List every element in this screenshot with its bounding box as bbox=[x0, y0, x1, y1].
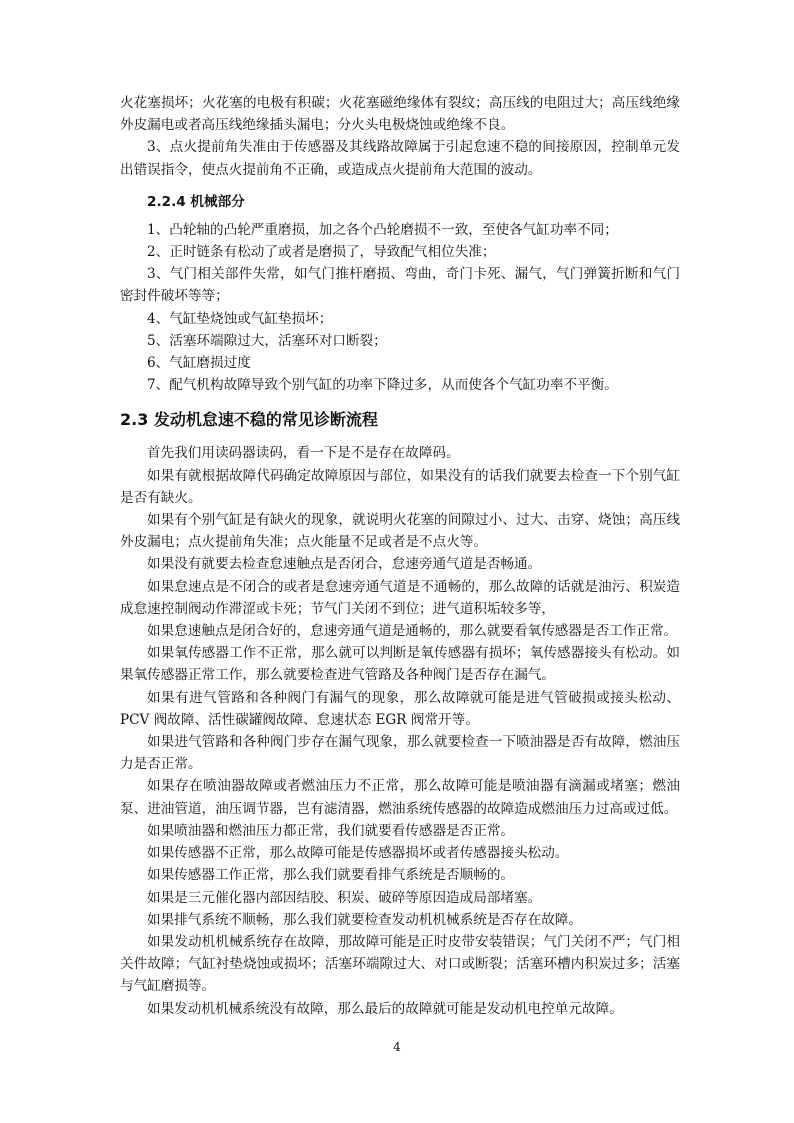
list-item: 1、凸轮轴的凸轮严重磨损，加之各个凸轮磨损不一致，至使各气缸功率不同； bbox=[147, 221, 618, 238]
body-paragraph: 如果氧传感器工作不正常，那么就可以判断是氧传感器有损坏；氧传感器接头有松动。如果氧传感器正常工作，那么就要检查进气管路及各种阀门是否存在漏气。 bbox=[120, 645, 680, 684]
body-paragraph: 如果没有就要去检查怠速触点是否闭合，怠速旁通气道是否畅通。 bbox=[147, 556, 542, 573]
body-paragraph: 如果发动机机械系统存在故障，那故障可能是正时皮带安装错误；气门关闭不严；气门相关件故障；气缸衬垫烧蚀或损坏；活塞环端隙过大、对口或断裂；活塞环槽内积炭过多；活塞与气缸磨损等。 bbox=[120, 933, 680, 995]
subsection-heading: 2.2.4 机械部分 bbox=[147, 193, 245, 210]
body-paragraph: 如果发动机机械系统没有故障，那么最后的故障就可能是发动机电控单元故障。 bbox=[147, 1000, 623, 1017]
body-paragraph: 如果进气管路和各种阀门步存在漏气现象，那么就要检查一下喷油器是否有故障，燃油压力是否正常。 bbox=[120, 734, 680, 773]
body-paragraph: 如果怠速触点是闭合好的，怠速旁通气道是通畅的，那么就要看氧传感器是否工作正常。 bbox=[147, 623, 678, 640]
body-paragraph: 火花塞损坏；火花塞的电极有积碳；火花塞磁绝缘体有裂纹；高压线的电阻过大；高压线绝缘外皮漏电或者高压线绝缘插头漏电；分火头电极烧蚀或绝缘不良。 bbox=[120, 95, 680, 134]
body-paragraph: 如果传感器工作正常，那么我们就要看排气系统是否顺畅的。 bbox=[147, 867, 515, 884]
list-item: 5、活塞环端隙过大，活塞环对口断裂； bbox=[147, 332, 387, 349]
list-item: 4、气缸垫烧蚀或气缸垫损坏； bbox=[147, 310, 333, 327]
list-item: 3、气门相关部件失常，如气门推杆磨损、弯曲，奇门卡死、漏气，气门弹簧折断和气门密封件破坏等等； bbox=[120, 266, 680, 305]
page-content bbox=[120, 92, 680, 1020]
body-paragraph: 如果有进气管路和各种阀门有漏气的现象，那么故障就可能是进气管破损或接头松动、PCV 阀故障、活性碳罐阀故障、怠速状态 EGR 阀常开等。 bbox=[120, 689, 680, 728]
section-heading: 2.3 发动机怠速不稳的常见诊断流程 bbox=[120, 410, 378, 430]
page-number: 4 bbox=[393, 1040, 401, 1054]
body-paragraph: 如果排气系统不顺畅，那么我们就要检查发动机机械系统是否存在故障。 bbox=[147, 911, 582, 928]
list-item: 2、正时链条有松动了或者是磨损了，导致配气相位失准； bbox=[147, 244, 496, 261]
body-paragraph: 如果是三元催化器内部因结胶、积炭、破碎等原因造成局部堵塞。 bbox=[147, 889, 542, 906]
list-item: 7、配气机构故障导致个别气缸的功率下降过多，从而使各个气缸功率不平衡。 bbox=[147, 377, 618, 394]
body-paragraph: 如果传感器不正常，那么故障可能是传感器损坏或者传感器接头松动。 bbox=[147, 845, 569, 862]
body-paragraph: 如果存在喷油器故障或者燃油压力不正常，那么故障可能是喷油器有滴漏或堵塞；燃油泵、进油管道，油压调节器，岂有滤清器，燃油系统传感器的故障造成燃油压力过高或过低。 bbox=[120, 778, 680, 817]
body-paragraph: 如果有个别气缸是有缺火的现象，就说明火花塞的间隙过小、过大、击穿、烧蚀；高压线外皮漏电；点火提前角失准；点火能量不足或者是不点火等。 bbox=[120, 512, 680, 551]
list-item: 6、气缸磨损过度 bbox=[147, 355, 251, 372]
body-paragraph: 首先我们用读码器读码，看一下是不是存在故障码。 bbox=[147, 445, 460, 462]
body-paragraph: 如果喷油器和燃油压力都正常，我们就要看传感器是否正常。 bbox=[147, 822, 515, 839]
body-paragraph: 如果怠速点是不闭合的或者是怠速旁通气道是不通畅的，那么故障的话就是油污、积炭造成怠速控制阀动作滞涩或卡死；节气门关闭不到位；进气道积垢较多等， bbox=[120, 578, 680, 617]
body-paragraph: 如果有就根据故障代码确定故障原因与部位，如果没有的话我们就要去检查一下个别气缸是否有缺火。 bbox=[120, 467, 680, 506]
body-paragraph: 3、点火提前角失准由于传感器及其线路故障属于引起怠速不稳的间接原因，控制单元发出错误指令，使点火提前角不正确，或造成点火提前角大范围的波动。 bbox=[120, 139, 680, 178]
